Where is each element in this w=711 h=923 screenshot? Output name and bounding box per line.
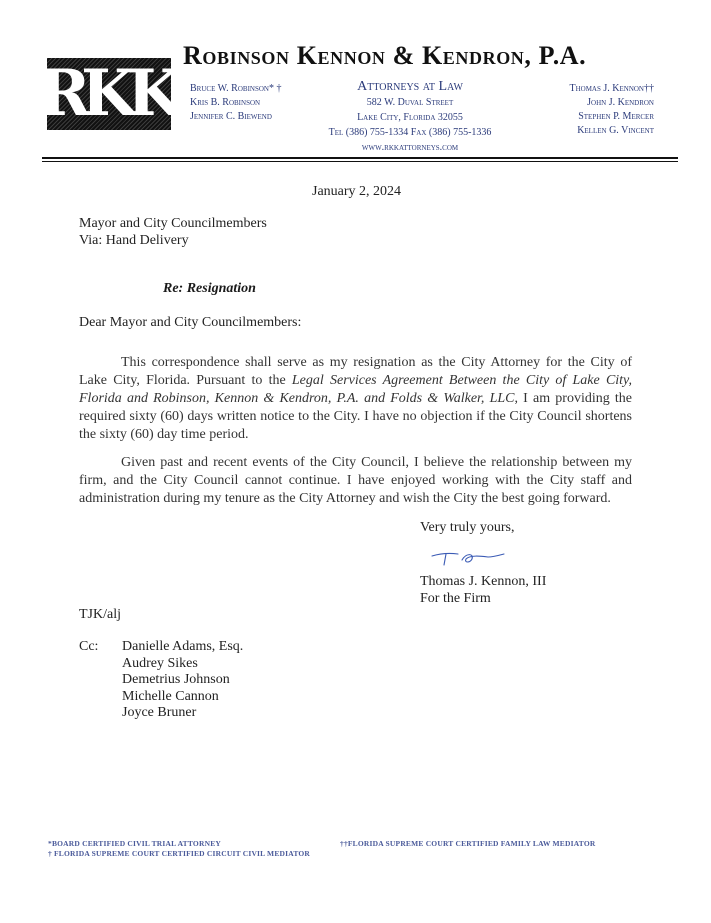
footnote-family-mediator: ††FLORIDA SUPREME COURT CERTIFIED FAMILY LAW MEDIATOR [340, 839, 596, 848]
cc-recipient: Audrey Sikes [122, 655, 198, 671]
phone-fax: Tel (386) 755-1334 Fax (386) 755-1336 [328, 127, 492, 138]
agreement-title: Legal Services Agreement Between the City of Lake City, Florida and Robinson, Kennon & Kendron, P.A. and Folds & Walker, LLC [79, 373, 632, 406]
firm-name: Robinson Kennon & Kendron, P.A. [183, 41, 587, 70]
paragraph-1-text-a: This correspondence shall serve as my resignation as the City Attorney for the City of Lake City, Florida. Pursuant to the [79, 355, 632, 388]
letterhead-divider [42, 157, 678, 159]
letter-date: January 2, 2024 [312, 184, 402, 199]
cc-recipient: Danielle Adams, Esq. [122, 639, 244, 654]
paragraph-1-text-b: , I am providing the required sixty (60) days written notice to the City. I have no objection if the City Council shortens the sixty (60) day time period. [79, 391, 632, 442]
attorney-name: Kellen G. Vincent [577, 125, 654, 136]
subject-line: Re: Resignation [163, 281, 256, 296]
cc-list [122, 638, 243, 722]
cc-recipient: Joyce Bruner [122, 705, 197, 720]
attorney-name: John J. Kendron [587, 97, 654, 108]
paragraph-2 [79, 454, 632, 508]
salutation: Dear Mayor and City Councilmembers: [79, 315, 302, 330]
right-attorney-list [569, 82, 654, 138]
cc-label: Cc: [79, 639, 99, 654]
letterhead-divider-thin [42, 161, 678, 162]
logo-text: RKK [37, 56, 173, 131]
attorney-name: Stephen P. Mercer [578, 111, 654, 122]
street-address: 582 W. Duval Street [366, 97, 454, 108]
cc-recipient: Demetrius Johnson [122, 672, 230, 687]
firm-address-block [320, 78, 500, 155]
paragraph-2-text: Given past and recent events of the City Council, I believe the relationship between my firm, and the City Council cannot continue. I have enjoyed working with the City staff and administration during my tenure as the City Attorney and wish the City the best going forward. [79, 455, 632, 506]
signer-name: Thomas J. Kennon, III [420, 574, 547, 589]
signer-title: For the Firm [420, 591, 491, 606]
left-attorney-list [190, 82, 281, 124]
signature [428, 547, 506, 569]
footnote-circuit-mediator: † FLORIDA SUPREME COURT CERTIFIED CIRCUIT CIVIL MEDIATOR [48, 849, 311, 858]
footnote-board-certified: *BOARD CERTIFIED CIVIL TRIAL ATTORNEY [48, 839, 222, 848]
firm-logo [37, 56, 173, 131]
closing: Very truly yours, [420, 520, 515, 535]
attorneys-at-law-heading: Attorneys at Law [357, 79, 463, 94]
cc-recipient: Michelle Cannon [122, 688, 219, 704]
city-state-zip: Lake City, Florida 32055 [357, 112, 463, 123]
website: www.rkkattorneys.com [361, 142, 459, 153]
delivery-method: Via: Hand Delivery [79, 233, 189, 248]
attorney-name: Jennifer C. Biewend [190, 111, 272, 122]
paragraph-1 [79, 354, 632, 444]
attorney-name: Kris B. Robinson [190, 97, 261, 108]
recipient-line: Mayor and City Councilmembers [79, 216, 267, 231]
attorney-name: Thomas J. Kennon†† [569, 83, 654, 94]
attorney-name: Bruce W. Robinson* † [190, 83, 282, 94]
reference-initials: TJK/alj [79, 607, 121, 622]
